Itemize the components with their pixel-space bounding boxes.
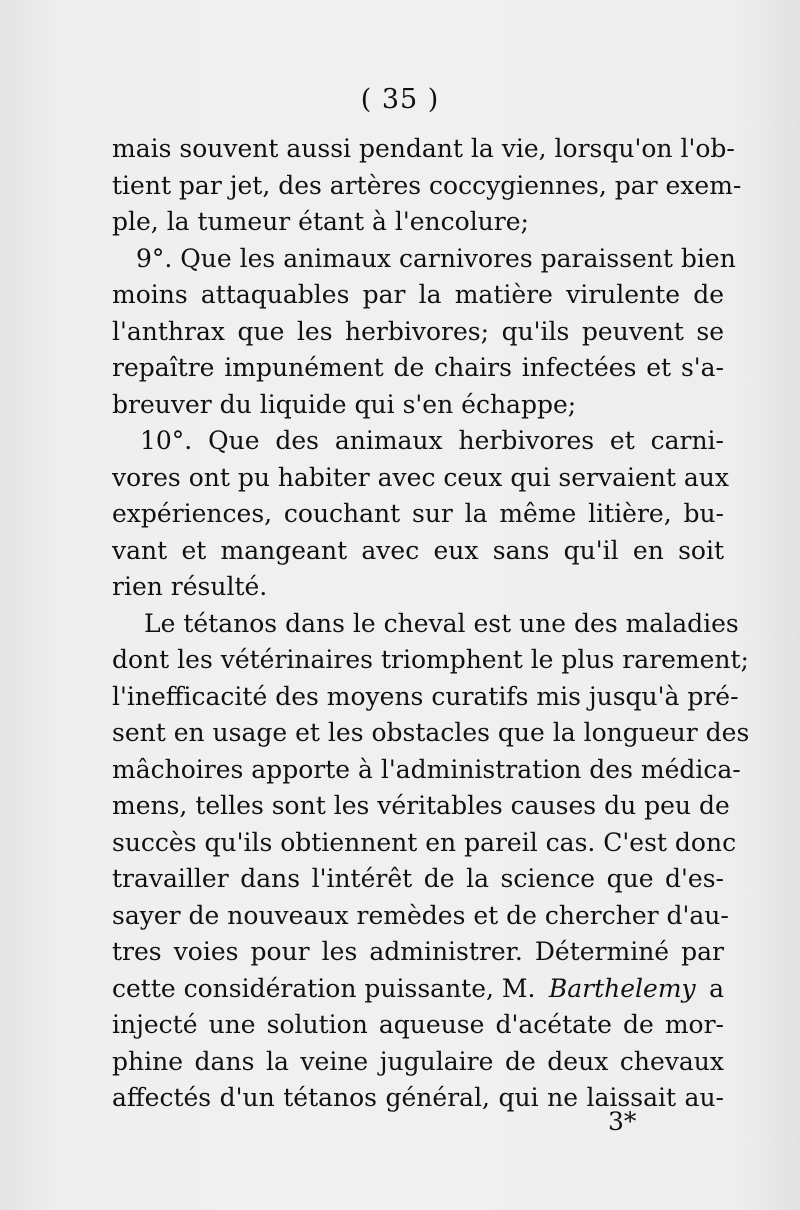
text-line: breuver du liquide qui s'en échappe;	[112, 390, 577, 419]
text-line: l'inefficacité des moyens curatifs mis jusqu'à pré-	[112, 682, 739, 711]
person-name: Barthelemy	[548, 974, 696, 1003]
text-line: succès qu'ils obtiennent en pareil cas. C'est donc	[112, 828, 737, 857]
text-line: 9°. Que les animaux carnivores paraissent bien	[136, 244, 736, 273]
page-number: ( 35 )	[360, 84, 440, 115]
text-line: expériences, couchant sur la même litière, bu-	[112, 499, 724, 528]
text-fragment: a	[709, 974, 724, 1003]
text-line: vant et mangeant avec eux sans qu'il en soit	[112, 536, 724, 565]
text-line: tres voies pour les administrer. Déterminé par	[112, 937, 724, 966]
text-line: Le tétanos dans le cheval est une des maladies	[144, 609, 739, 638]
text-line: sent en usage et les obstacles que la longueur des	[112, 718, 750, 747]
text-line: 10°. Que des animaux herbivores et carni-	[140, 426, 724, 455]
text-line: mâchoires apporte à l'administration des médica-	[112, 755, 741, 784]
text-line: affectés d'un tétanos général, qui ne laissait au-	[112, 1083, 724, 1112]
text-line: dont les vétérinaires triomphent le plus rarement;	[112, 645, 749, 674]
text-line: mais souvent aussi pendant la vie, lorsqu'on l'ob-	[112, 134, 735, 163]
text-fragment: cette considération puissante, M.	[112, 974, 536, 1003]
text-line: travailler dans l'intérêt de la science que d'es-	[112, 864, 724, 893]
text-line: l'anthrax que les herbivores; qu'ils peuvent se	[112, 317, 724, 346]
text-line: injecté une solution aqueuse d'acétate de mor-	[112, 1010, 724, 1039]
text-line: ple, la tumeur étant à l'encolure;	[112, 207, 529, 236]
text-line: vores ont pu habiter avec ceux qui servaient aux	[112, 463, 729, 492]
text-line: repaître impunément de chairs infectées et s'a-	[112, 353, 724, 382]
text-line: sayer de nouveaux remèdes et de chercher d'au-	[112, 901, 729, 930]
text-line: rien résulté.	[112, 572, 268, 601]
text-line: moins attaquables par la matière virulente de	[112, 280, 724, 309]
text-line: phine dans la veine jugulaire de deux chevaux	[112, 1047, 724, 1076]
text-line: tient par jet, des artères coccygiennes, par exem-	[112, 171, 742, 200]
text-line: mens, telles sont les véritables causes du peu de	[112, 791, 730, 820]
signature-mark: 3*	[608, 1107, 637, 1136]
text-line-with-name	[112, 970, 724, 1007]
